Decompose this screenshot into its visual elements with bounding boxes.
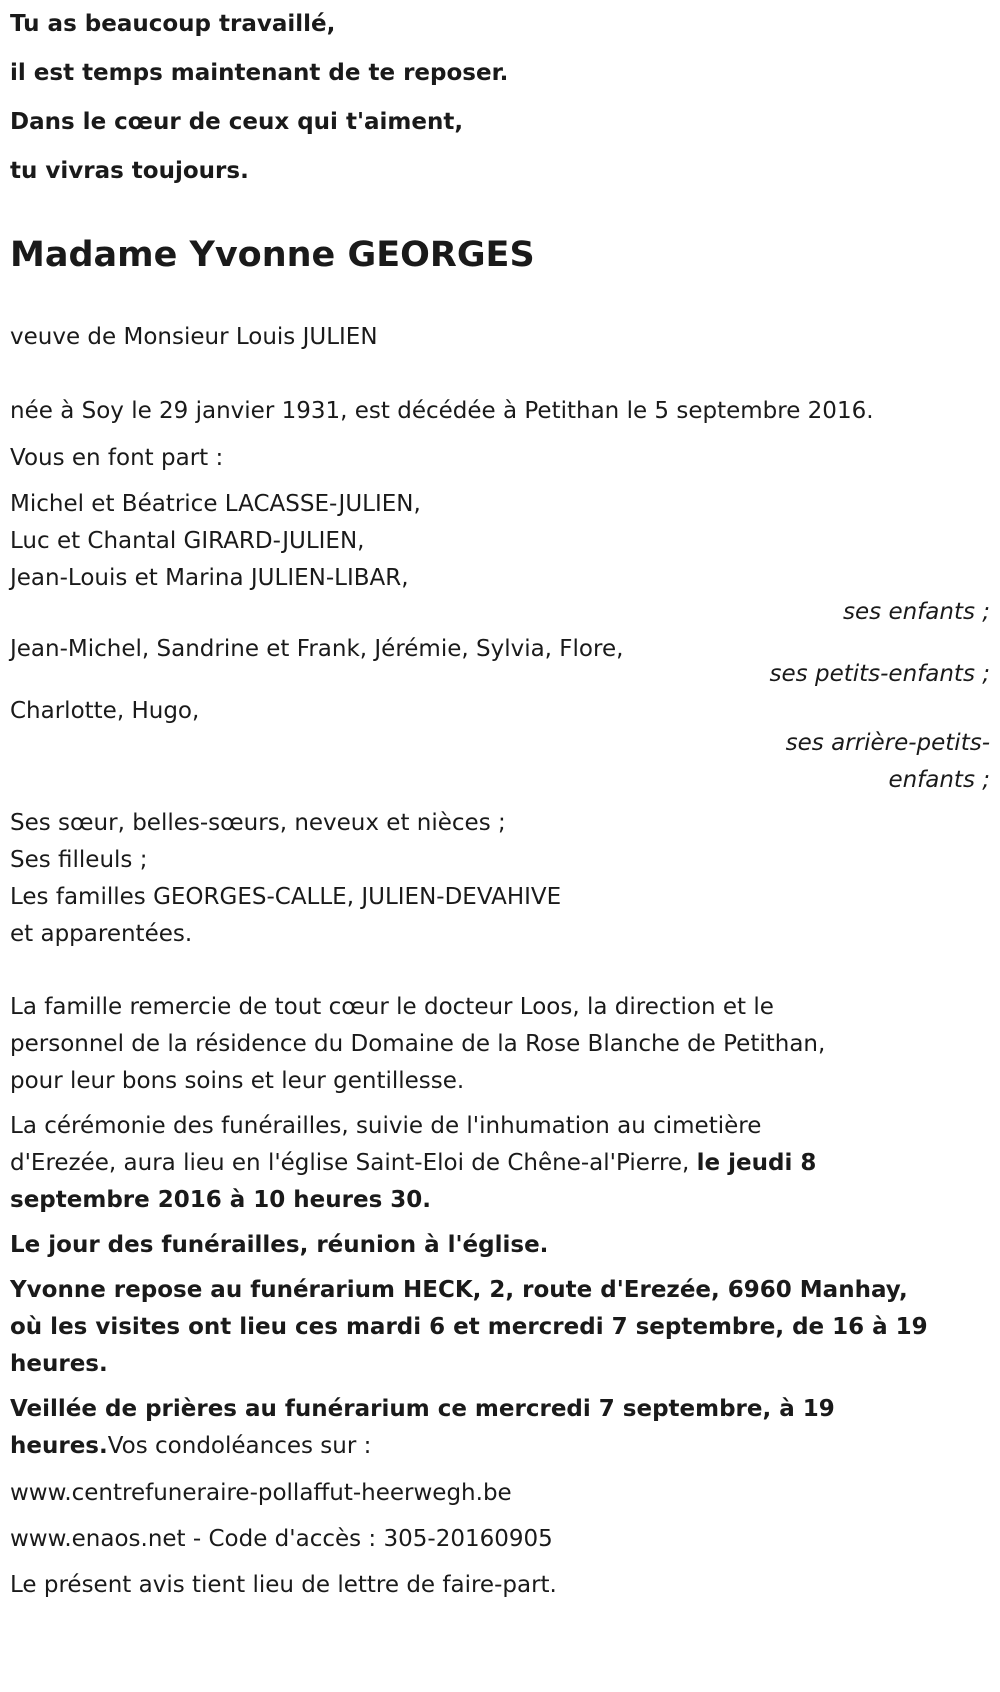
family-entry: Ses sœur, belles-sœurs, neveux et nièces ;	[10, 810, 506, 836]
closing-line: Le présent avis tient lieu de lettre de faire-part.	[10, 1572, 557, 1598]
thanks-line: La famille remercie de tout cœur le docteur Loos, la direction et le	[10, 994, 774, 1020]
family-entry: et apparentées.	[10, 921, 193, 947]
family-entry: Ses filleuls ;	[10, 847, 148, 873]
poem-line: Dans le cœur de ceux qui t'aiment,	[10, 109, 464, 135]
ceremony-text: d'Erezée, aura lieu en l'église Saint-Eloi de Chêne-al'Pierre,	[10, 1150, 697, 1176]
children-list	[10, 486, 1000, 597]
grandchildren-line: Jean-Michel, Sandrine et Frank, Jérémie, Sylvia, Flore,	[10, 636, 624, 662]
great-grandchildren-line: Charlotte, Hugo,	[10, 698, 200, 724]
ceremony-paragraph	[10, 1108, 1000, 1219]
poem-line: tu vivras toujours.	[10, 158, 249, 184]
website-link[interactable]: www.centrefuneraire-pollaffut-heerwegh.be	[10, 1480, 512, 1506]
ceremony-date: septembre 2016 à 10 heures 30.	[10, 1187, 432, 1213]
poem-line: il est temps maintenant de te reposer.	[10, 60, 509, 86]
poem-line: Tu as beaucoup travaillé,	[10, 11, 336, 37]
vigil-line	[10, 1428, 1000, 1465]
ceremony-line: La cérémonie des funérailles, suivie de l'inhumation au cimetière	[10, 1113, 762, 1139]
funerarium-line: où les visites ont lieu ces mardi 6 et mercredi 7 septembre, de 16 à 19	[10, 1314, 928, 1340]
obituary-notice	[10, 0, 1000, 1604]
vigil-paragraph	[10, 1391, 1000, 1465]
great-grandchildren-label: enfants ;	[888, 767, 990, 793]
children-label: ses enfants ;	[843, 599, 990, 625]
poem	[10, 0, 1000, 196]
ceremony-date: le jeudi 8	[696, 1150, 817, 1176]
thanks-line: personnel de la résidence du Domaine de la Rose Blanche de Petithan,	[10, 1031, 826, 1057]
funerarium-paragraph	[10, 1272, 1000, 1383]
thanks-line: pour leur bons soins et leur gentillesse.	[10, 1068, 465, 1094]
deceased-name: Madame Yvonne GEORGES	[10, 235, 535, 275]
extended-family	[10, 805, 1000, 953]
funerarium-line: Yvonne repose au funérarium HECK, 2, route d'Erezée, 6960 Manhay,	[10, 1277, 908, 1303]
funerarium-line: heures.	[10, 1351, 108, 1377]
meeting-line: Le jour des funérailles, réunion à l'église.	[10, 1232, 549, 1258]
grandchildren-label: ses petits-enfants ;	[769, 661, 990, 687]
access-code-line[interactable]: www.enaos.net - Code d'accès : 305-20160905	[10, 1526, 553, 1552]
spouse-line: veuve de Monsieur Louis JULIEN	[10, 324, 378, 350]
vigil-line: Veillée de prières au funérarium ce mercredi 7 septembre, à 19	[10, 1396, 835, 1422]
condolences-intro: Vos condoléances sur :	[107, 1433, 372, 1459]
child-entry: Jean-Louis et Marina JULIEN-LIBAR,	[10, 565, 409, 591]
child-entry: Luc et Chantal GIRARD-JULIEN,	[10, 528, 365, 554]
child-entry: Michel et Béatrice LACASSE-JULIEN,	[10, 491, 421, 517]
thanks-paragraph	[10, 989, 1000, 1100]
announcement-intro: Vous en font part :	[10, 445, 224, 471]
great-grandchildren-label: ses arrière-petits-	[785, 730, 990, 756]
birth-death-line: née à Soy le 29 janvier 1931, est décédée à Petithan le 5 septembre 2016.	[10, 398, 874, 424]
ceremony-line	[10, 1145, 1000, 1182]
family-entry: Les familles GEORGES-CALLE, JULIEN-DEVAHIVE	[10, 884, 562, 910]
vigil-time: heures.	[10, 1433, 108, 1459]
